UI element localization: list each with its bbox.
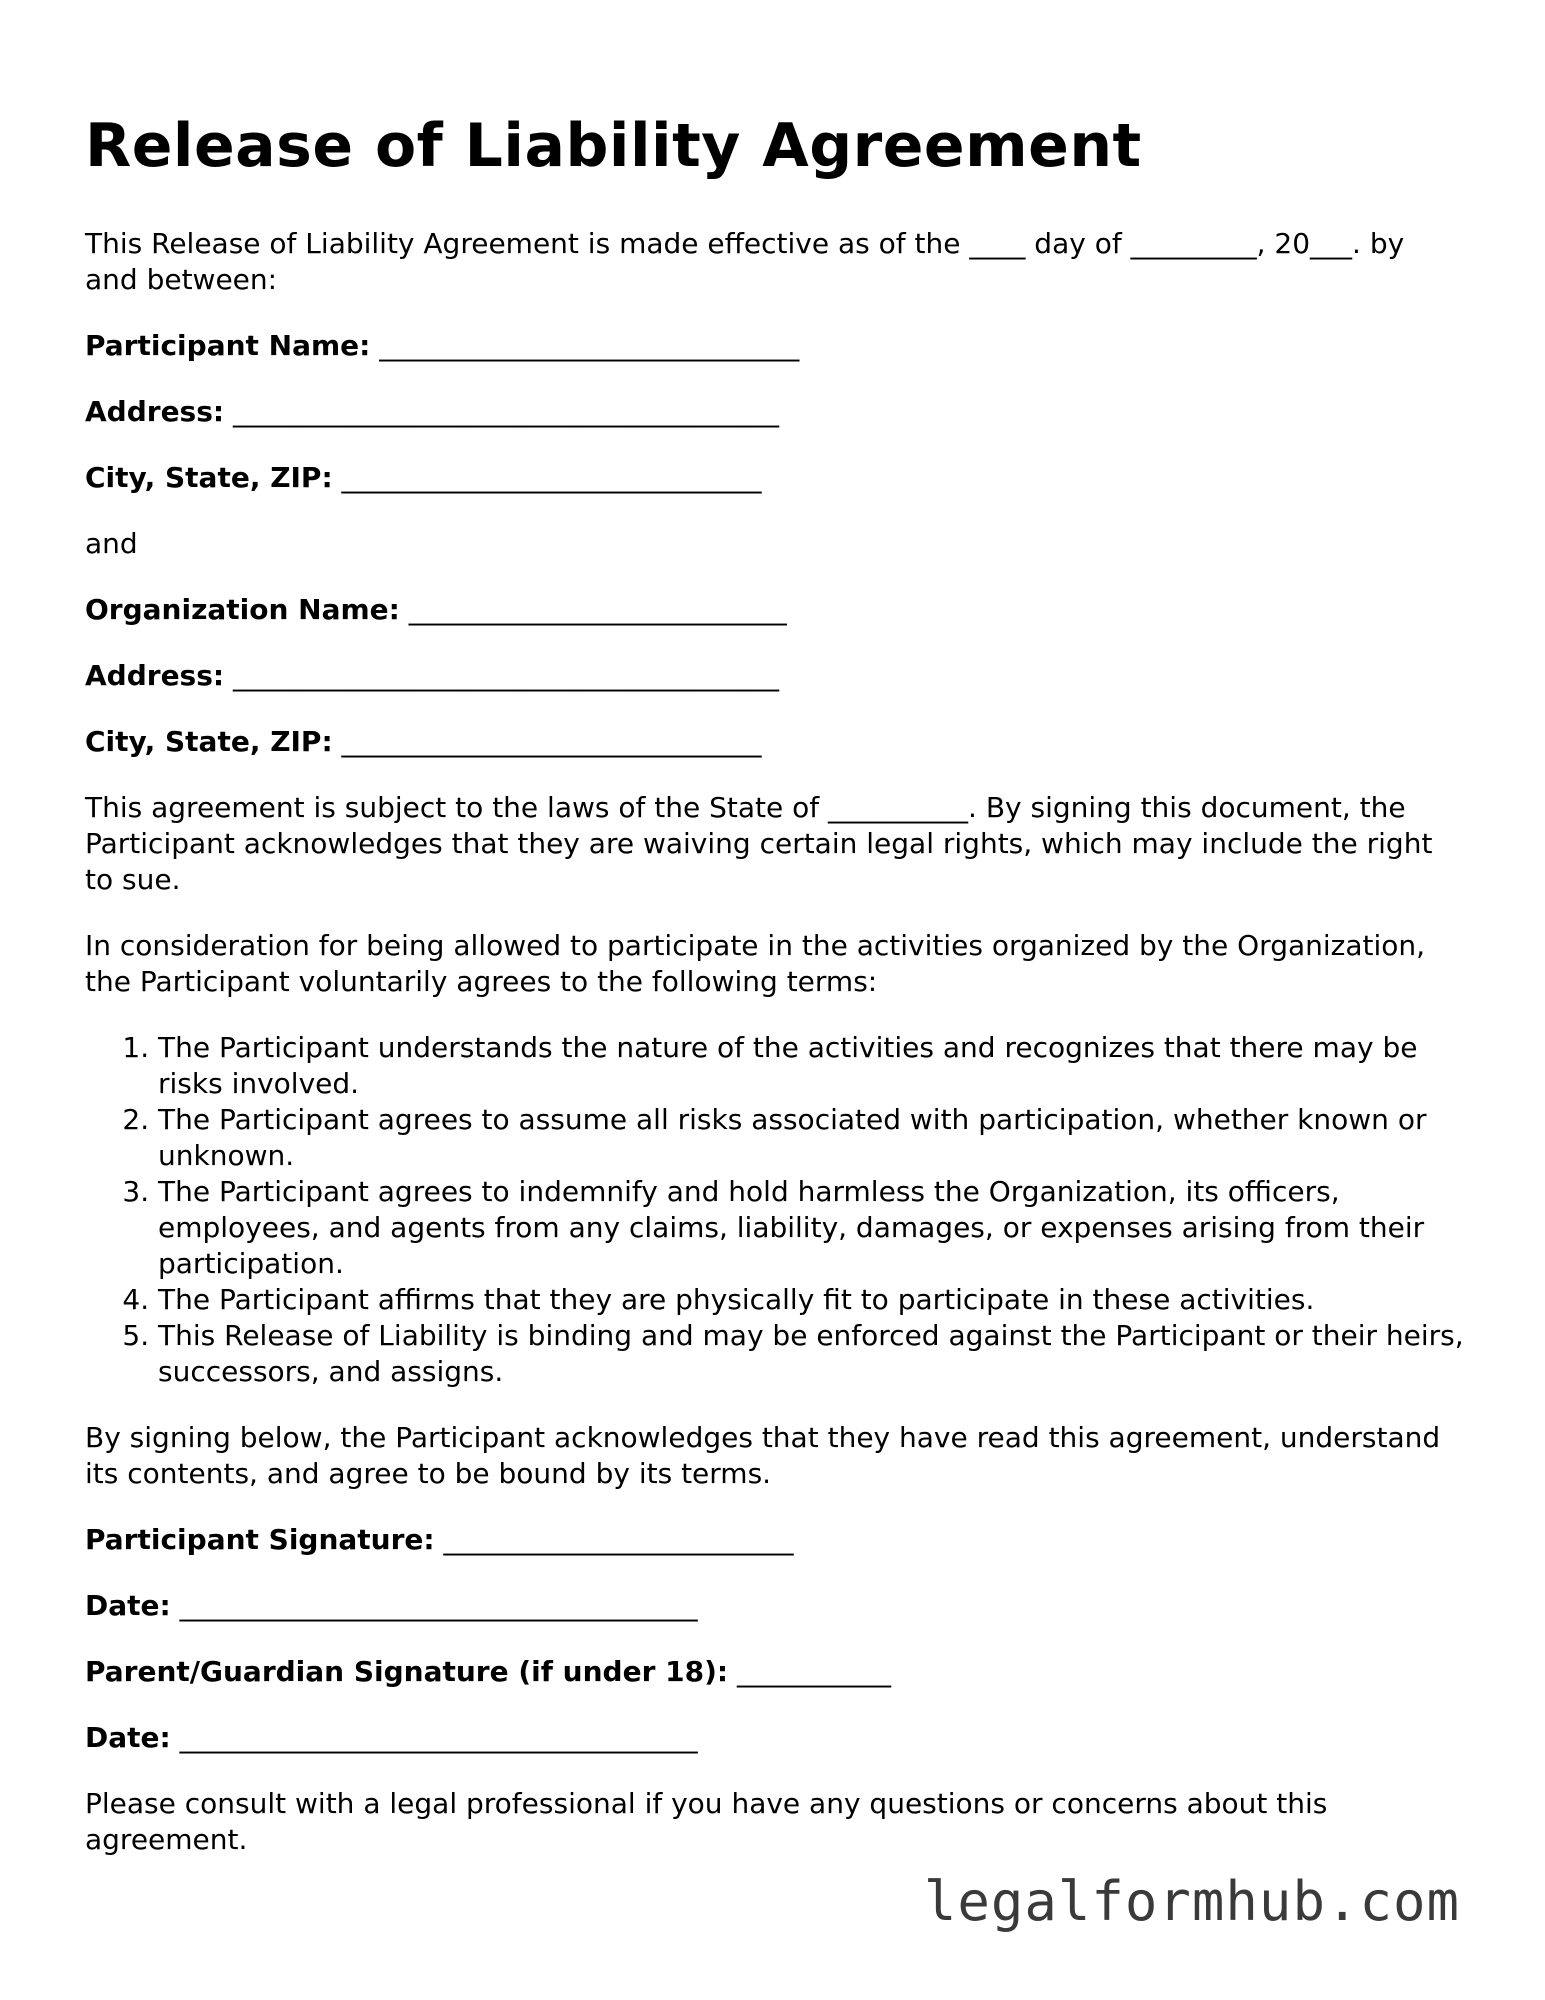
participant-city-blank: ______________________________ (341, 461, 762, 494)
terms-list (85, 1030, 1465, 1390)
acknowledgement-paragraph: By signing below, the Participant acknowledges that they have read this agreement, understand its contents, and agree to be bound by its terms. (85, 1421, 1450, 1490)
guardian-signature-field (85, 1654, 1465, 1690)
organization-address-label: Address: (85, 659, 225, 692)
participant-address-blank: _______________________________________ (233, 395, 779, 428)
date-field-1 (85, 1588, 1465, 1624)
term-item: 5. This Release of Liability is binding and may be enforced against the Participant or their heirs, successors, and assigns. (158, 1318, 1465, 1390)
participant-address-label: Address: (85, 395, 225, 428)
organization-address-blank: _______________________________________ (233, 659, 779, 692)
participant-name-label: Participant Name: (85, 329, 371, 362)
participant-address-field (85, 394, 1465, 430)
organization-city-label: City, State, ZIP: (85, 725, 333, 758)
participant-signature-field (85, 1522, 1465, 1558)
participant-signature-blank: _________________________ (443, 1523, 794, 1556)
participant-city-field (85, 460, 1465, 496)
consideration-paragraph: In consideration for being allowed to participate in the activities organized by the Organization, the Participant voluntarily agrees to the following terms: (85, 929, 1434, 998)
term-item: 2. The Participant agrees to assume all risks associated with participation, whether known or unknown. (158, 1102, 1465, 1174)
date-blank-2: _____________________________________ (179, 1721, 698, 1754)
organization-name-label: Organization Name: (85, 593, 400, 626)
term-item: 1. The Participant understands the nature of the activities and recognizes that there may be risks involved. (158, 1030, 1465, 1102)
term-item: 3. The Participant agrees to indemnify and hold harmless the Organization, its officers, employees, and agents from any claims, liability, damages, or expenses arising from their participation. (158, 1174, 1465, 1282)
participant-signature-label: Participant Signature: (85, 1523, 435, 1556)
document-page (85, 108, 1465, 1888)
date-blank-1: _____________________________________ (179, 1589, 698, 1622)
organization-name-field (85, 592, 1465, 628)
closing-paragraph: Please consult with a legal professional if you have any questions or concerns about this agreement. (85, 1787, 1337, 1856)
guardian-signature-blank: ___________ (737, 1655, 891, 1688)
participant-name-blank: ______________________________ (379, 329, 800, 362)
date-label-2: Date: (85, 1721, 171, 1754)
document-title: Release of Liability Agreement (85, 111, 1142, 181)
intro-paragraph: This Release of Liability Agreement is made effective as of the ____ day of _________, 20___. by and between: (85, 227, 1414, 296)
date-field-2 (85, 1720, 1465, 1756)
organization-city-field (85, 724, 1465, 760)
law-paragraph: This agreement is subject to the laws of the State of __________. By signing this document, the Participant acknowledges that they are waiving certain legal rights, which may include the right to sue. (85, 791, 1442, 896)
participant-name-field (85, 328, 1465, 364)
organization-address-field (85, 658, 1465, 694)
and-text: and (85, 527, 138, 560)
organization-city-blank: ______________________________ (341, 725, 762, 758)
date-label-1: Date: (85, 1589, 171, 1622)
watermark-text: legalformhub.com (923, 1870, 1460, 1933)
organization-name-blank: ___________________________ (408, 593, 787, 626)
participant-city-label: City, State, ZIP: (85, 461, 333, 494)
term-item: 4. The Participant affirms that they are physically fit to participate in these activities. (158, 1282, 1465, 1318)
guardian-signature-label: Parent/Guardian Signature (if under 18): (85, 1655, 729, 1688)
